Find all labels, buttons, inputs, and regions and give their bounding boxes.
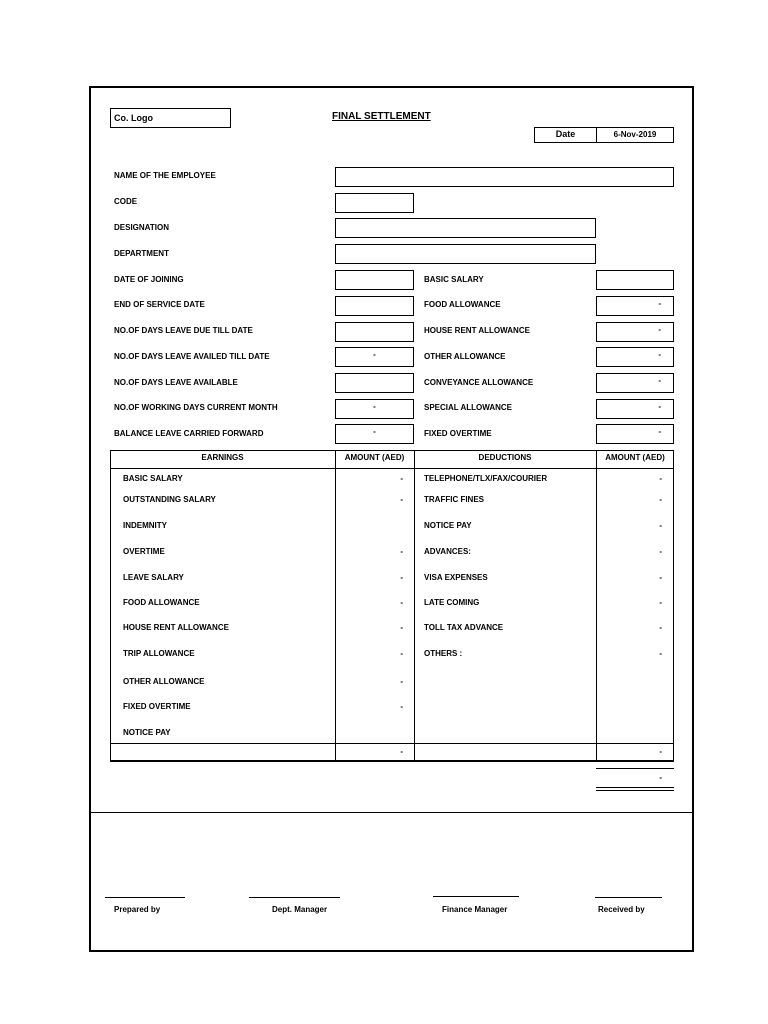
leave-availed-label: NO.OF DAYS LEAVE AVAILED TILL DATE [114, 352, 270, 361]
finance-manager-label: Finance Manager [442, 905, 508, 914]
deduction-amount: - [659, 521, 662, 530]
end-of-service-label: END OF SERVICE DATE [114, 300, 205, 309]
code-field[interactable] [335, 193, 414, 213]
deduction-label: ADVANCES: [424, 547, 471, 556]
earning-amount: - [400, 573, 403, 582]
date-of-joining-field[interactable] [335, 270, 414, 290]
department-field[interactable] [335, 244, 596, 264]
conveyance-allowance-label: CONVEYANCE ALLOWANCE [424, 378, 534, 387]
other-allowance-field[interactable]: - [596, 347, 674, 367]
special-allowance-field[interactable]: - [596, 399, 674, 419]
leave-available-label: NO.OF DAYS LEAVE AVAILABLE [114, 378, 238, 387]
earning-label: BASIC SALARY [123, 474, 183, 483]
deduction-amount: - [659, 495, 662, 504]
employee-name-field[interactable] [335, 167, 674, 187]
earning-amount: - [400, 649, 403, 658]
table-header-line [110, 468, 674, 469]
earning-label: OTHER ALLOWANCE [123, 677, 205, 686]
deduction-amount: - [659, 598, 662, 607]
food-allowance-label: FOOD ALLOWANCE [424, 300, 501, 309]
employee-name-label: NAME OF THE EMPLOYEE [114, 171, 216, 180]
deductions-amount-header: AMOUNT (AED) [605, 453, 665, 462]
earning-amount: - [400, 547, 403, 556]
department-label: DEPARTMENT [114, 249, 169, 258]
earning-label: INDEMNITY [123, 521, 167, 530]
designation-label: DESIGNATION [114, 223, 169, 232]
fixed-overtime-label: FIXED OVERTIME [424, 429, 492, 438]
leave-due-field[interactable] [335, 322, 414, 342]
leave-due-label: NO.OF DAYS LEAVE DUE TILL DATE [114, 326, 253, 335]
earning-label: NOTICE PAY [123, 728, 171, 737]
deduction-amount: - [659, 547, 662, 556]
table-divider [414, 450, 415, 762]
balance-leave-label: BALANCE LEAVE CARRIED FORWARD [114, 429, 264, 438]
page-title: FINAL SETTLEMENT [332, 111, 431, 122]
fixed-overtime-field[interactable]: - [596, 424, 674, 444]
deduction-label: NOTICE PAY [424, 521, 472, 530]
working-days-label: NO.OF WORKING DAYS CURRENT MONTH [114, 403, 278, 412]
net-total-double-rule [596, 790, 674, 791]
net-total: - [659, 773, 662, 782]
company-logo: Co. Logo [110, 108, 231, 128]
deduction-label: TELEPHONE/TLX/FAX/COURIER [424, 474, 548, 483]
deduction-label: OTHERS : [424, 649, 463, 658]
date-value: 6-Nov-2019 [596, 127, 674, 143]
prepared-by-label: Prepared by [114, 905, 161, 914]
conveyance-allowance-field[interactable]: - [596, 373, 674, 393]
dept-manager-label: Dept. Manager [272, 905, 328, 914]
prepared-by-line [105, 897, 185, 898]
earning-label: TRIP ALLOWANCE [123, 649, 195, 658]
house-rent-label: HOUSE RENT ALLOWANCE [424, 326, 530, 335]
earning-label: FIXED OVERTIME [123, 702, 191, 711]
deduction-amount: - [659, 623, 662, 632]
food-allowance-field[interactable]: - [596, 296, 674, 316]
balance-leave-field[interactable]: - [335, 424, 414, 444]
leave-availed-field[interactable]: - [335, 347, 414, 367]
basic-salary-field[interactable] [596, 270, 674, 290]
net-total-double-rule [596, 787, 674, 788]
working-days-field[interactable]: - [335, 399, 414, 419]
earning-amount: - [400, 677, 403, 686]
date-of-joining-label: DATE OF JOINING [114, 275, 184, 284]
deduction-amount: - [659, 474, 662, 483]
deduction-amount: - [659, 649, 662, 658]
end-of-service-field[interactable] [335, 296, 414, 316]
designation-field[interactable] [335, 218, 596, 238]
earning-label: OUTSTANDING SALARY [123, 495, 216, 504]
deduction-label: TOLL TAX ADVANCE [424, 623, 504, 632]
earning-label: FOOD ALLOWANCE [123, 598, 200, 607]
earnings-amount-header: AMOUNT (AED) [344, 453, 405, 462]
deduction-label: VISA EXPENSES [424, 573, 488, 582]
earnings-header: EARNINGS [201, 453, 244, 462]
earning-amount: - [400, 623, 403, 632]
table-total-line [110, 743, 674, 744]
deduction-label: TRAFFIC FINES [424, 495, 484, 504]
received-by-label: Received by [598, 905, 645, 914]
earning-label: OVERTIME [123, 547, 165, 556]
code-label: CODE [114, 197, 138, 206]
date-label: Date [534, 127, 597, 143]
deduction-label: LATE COMING [424, 598, 480, 607]
earning-amount: - [400, 474, 403, 483]
earnings-total: - [400, 747, 403, 756]
received-by-line [595, 897, 662, 898]
earning-label: LEAVE SALARY [123, 573, 184, 582]
deductions-header: DEDUCTIONS [478, 453, 532, 462]
earning-amount: - [400, 598, 403, 607]
finance-manager-line [433, 896, 519, 897]
earning-label: HOUSE RENT ALLOWANCE [123, 623, 229, 632]
basic-salary-label: BASIC SALARY [424, 275, 484, 284]
other-allowance-label: OTHER ALLOWANCE [424, 352, 506, 361]
deductions-total: - [659, 747, 662, 756]
house-rent-field[interactable]: - [596, 322, 674, 342]
earning-amount: - [400, 495, 403, 504]
net-total-top-rule [596, 768, 674, 769]
special-allowance-label: SPECIAL ALLOWANCE [424, 403, 513, 412]
section-separator [89, 812, 694, 813]
deduction-amount: - [659, 573, 662, 582]
leave-available-field[interactable] [335, 373, 414, 393]
earning-amount: - [400, 702, 403, 711]
dept-manager-line [249, 897, 340, 898]
